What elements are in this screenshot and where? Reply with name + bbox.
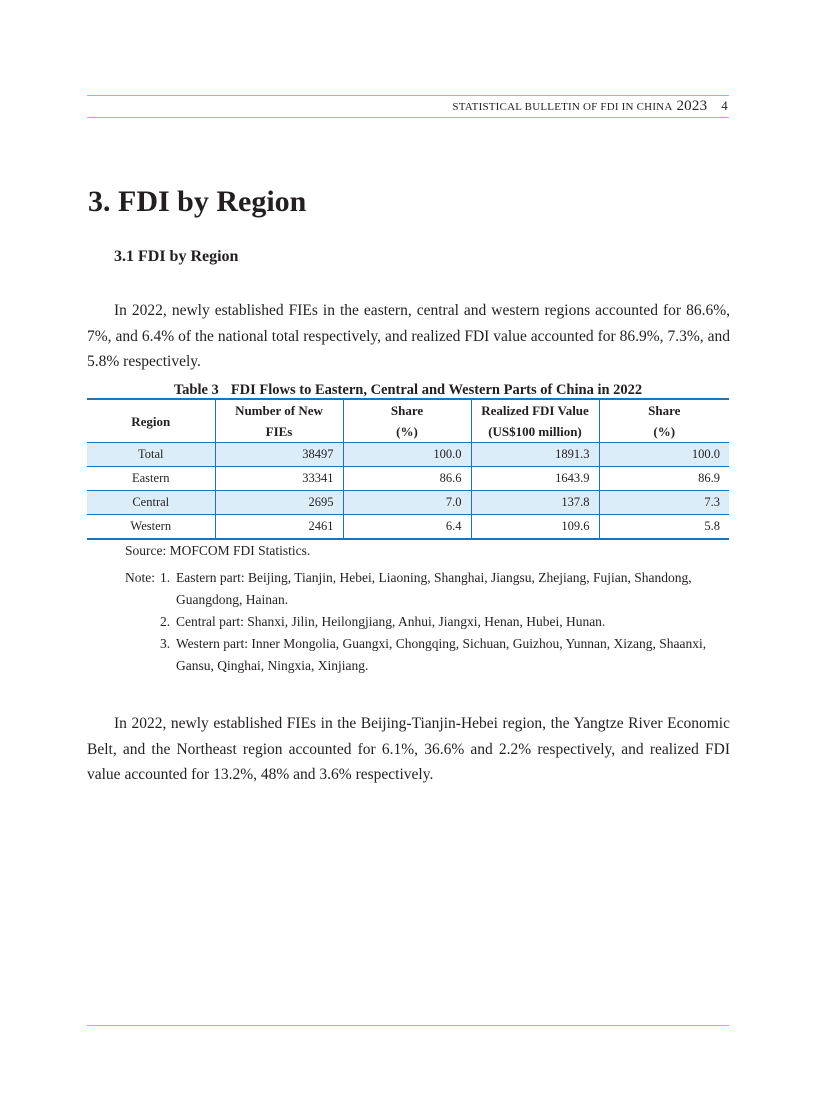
cell-share-fdi: 100.0	[599, 443, 729, 467]
paragraph-economic-zones: In 2022, newly established FIEs in the Beijing-Tianjin-Hebei region, the Yangtze River Economic Belt, and the Northeast region accounted for 6.1%, 36.6% and 2.2% respectively, and realized FDI value accounted for 13.2%, 48% and 3.6% respectively.	[87, 715, 730, 783]
table-header-row	[87, 399, 729, 443]
cell-share-fies: 100.0	[343, 443, 471, 467]
cell-region: Eastern	[87, 467, 215, 491]
table-source: Source: MOFCOM FDI Statistics.	[125, 543, 311, 558]
col-header-share-fdi: Share (%)	[599, 399, 729, 443]
note-continuation	[125, 655, 735, 677]
col-header-new-fies: Number of New FIEs	[215, 399, 343, 443]
cell-fdi-value: 137.8	[471, 491, 599, 515]
note-item	[125, 567, 735, 589]
fdi-region-table	[87, 398, 729, 540]
footer-rule	[87, 1025, 729, 1026]
subsection-title: 3.1 FDI by Region	[114, 248, 239, 265]
note-number: 3.	[160, 636, 171, 651]
header-rule-top	[87, 95, 729, 96]
cell-share-fies: 7.0	[343, 491, 471, 515]
cell-fdi-value: 1643.9	[471, 467, 599, 491]
paragraph-regional-share: In 2022, newly established FIEs in the eastern, central and western regions accounted for 86.6%, 7%, and 6.4% of the national total respectively, and realized FDI value accounted for 86.9%, 7.3%, and 5.8% respectively.	[87, 302, 730, 370]
table-caption-text: FDI Flows to Eastern, Central and Western Parts of China in 2022	[230, 382, 643, 398]
cell-new-fies: 38497	[215, 443, 343, 467]
note-item	[125, 611, 735, 633]
page-number: 4	[721, 98, 728, 113]
note-text: Central part: Shanxi, Jilin, Heilongjiang, Anhui, Jiangxi, Henan, Hubei, Hunan.	[176, 614, 606, 629]
note-text: Guangdong, Hainan.	[176, 592, 289, 607]
cell-new-fies: 2461	[215, 515, 343, 540]
table-row	[87, 467, 729, 491]
header-year: 2023	[676, 98, 708, 114]
cell-region: Western	[87, 515, 215, 540]
table-row	[87, 491, 729, 515]
cell-fdi-value: 109.6	[471, 515, 599, 540]
col-header-share-fies: Share (%)	[343, 399, 471, 443]
note-item	[125, 633, 735, 655]
note-continuation	[125, 589, 735, 611]
col-header-fdi-value: Realized FDI Value (US$100 million)	[471, 399, 599, 443]
note-number: 2.	[160, 614, 171, 629]
cell-region: Total	[87, 443, 215, 467]
header-rule-bottom	[87, 117, 729, 118]
note-text: Gansu, Qinghai, Ningxia, Xinjiang.	[176, 658, 369, 673]
cell-fdi-value: 1891.3	[471, 443, 599, 467]
table-number: Table 3	[173, 382, 219, 398]
cell-share-fdi: 5.8	[599, 515, 729, 540]
header-title: STATISTICAL BULLETIN OF FDI IN CHINA	[452, 101, 673, 113]
note-text: Eastern part: Beijing, Tianjin, Hebei, Liaoning, Shanghai, Jiangsu, Zhejiang, Fujian, Shandong,	[176, 570, 692, 585]
note-label: Note:	[125, 570, 155, 585]
cell-new-fies: 2695	[215, 491, 343, 515]
col-header-region: Region	[87, 399, 215, 443]
table-row	[87, 515, 729, 540]
table-row	[87, 443, 729, 467]
cell-region: Central	[87, 491, 215, 515]
section-title: 3. FDI by Region	[88, 185, 307, 218]
cell-share-fdi: 7.3	[599, 491, 729, 515]
cell-share-fies: 86.6	[343, 467, 471, 491]
running-header	[452, 98, 728, 115]
cell-share-fies: 6.4	[343, 515, 471, 540]
table-caption	[87, 381, 729, 399]
table-notes	[125, 567, 735, 677]
note-number: 1.	[160, 570, 171, 585]
cell-new-fies: 33341	[215, 467, 343, 491]
note-text: Western part: Inner Mongolia, Guangxi, Chongqing, Sichuan, Guizhou, Yunnan, Xizang, Shaanxi,	[176, 636, 707, 651]
cell-share-fdi: 86.9	[599, 467, 729, 491]
